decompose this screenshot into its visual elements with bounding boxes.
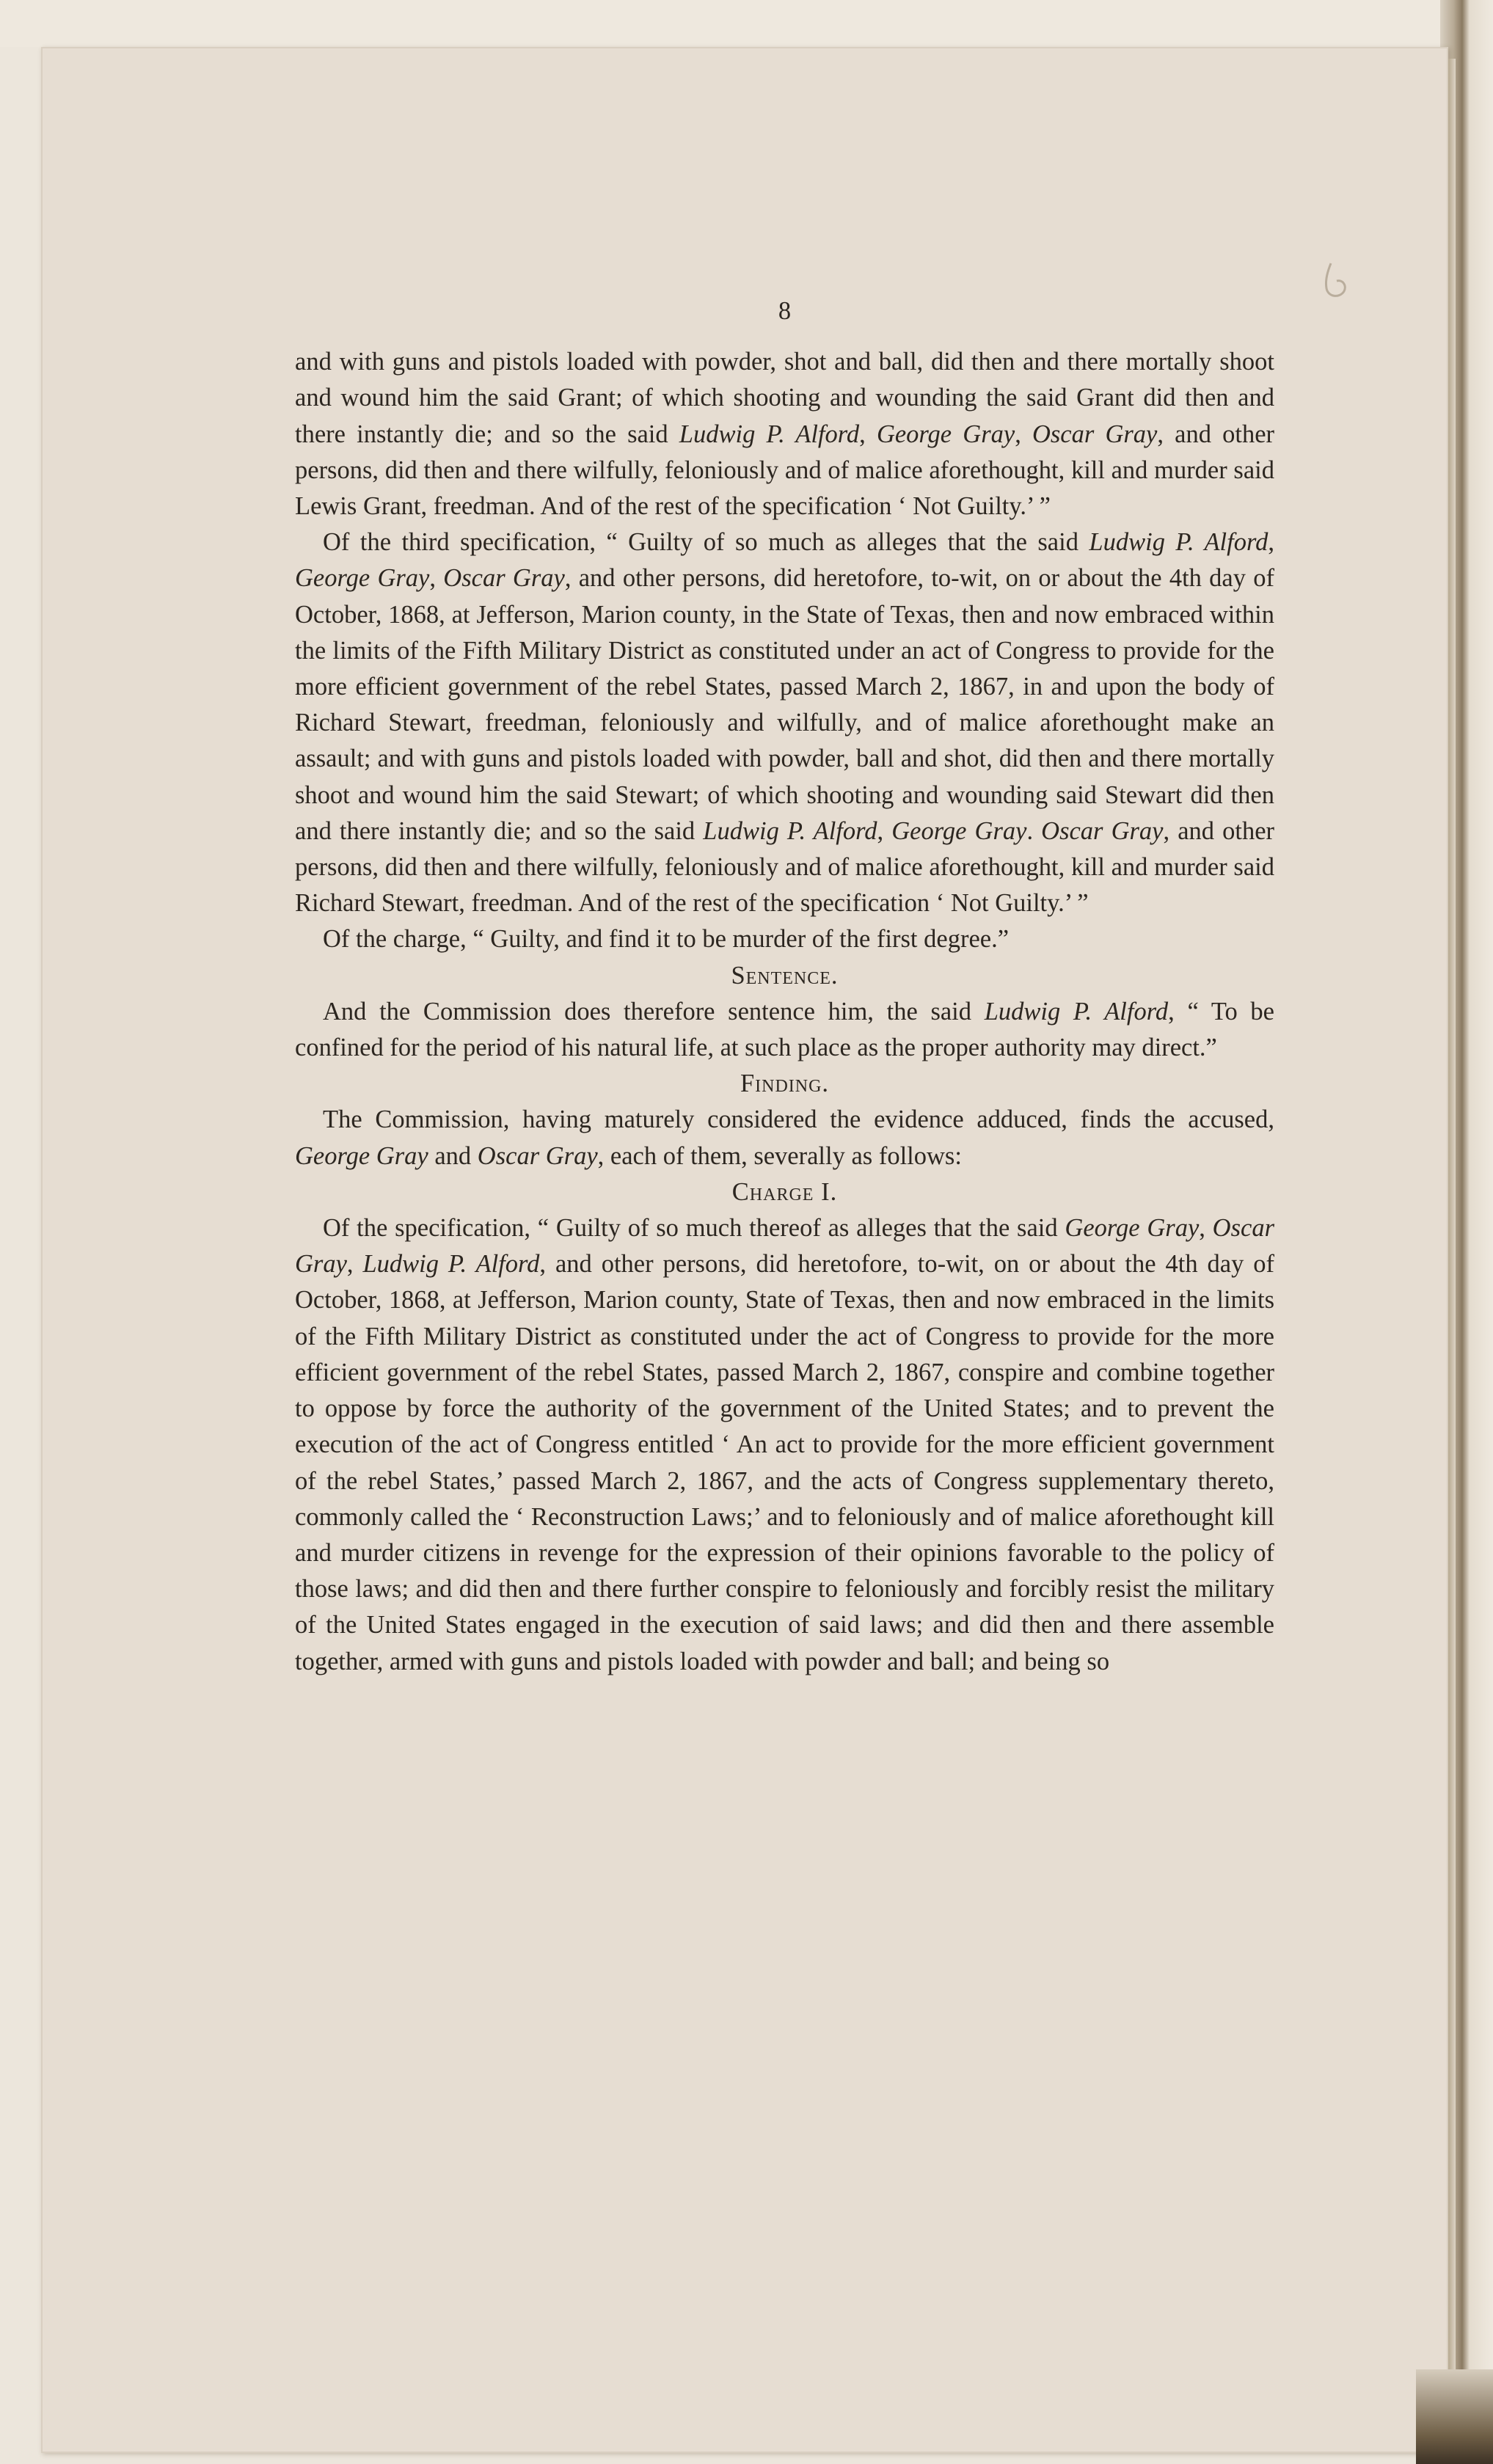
background-top	[0, 0, 1493, 47]
binding-bottom	[1416, 2369, 1493, 2464]
text-run: ,	[429, 564, 444, 593]
section-heading: Finding.	[740, 1070, 830, 1098]
paragraph	[295, 921, 1274, 957]
italic-name: Oscar Gray	[477, 1141, 598, 1170]
page-number: 8	[778, 297, 792, 325]
paragraph	[295, 994, 1274, 1066]
italic-name: Oscar Gray	[1032, 420, 1158, 448]
text-run: , each of them, severally as follows:	[597, 1141, 962, 1170]
italic-name: George Gray	[295, 564, 430, 593]
italic-name: George Gray	[876, 420, 1015, 448]
page-edge-shadow	[1448, 59, 1456, 2450]
paragraph	[295, 1102, 1274, 1174]
text-run: ,	[346, 1250, 363, 1279]
text-run: ,	[1268, 528, 1274, 557]
section-heading: Sentence.	[731, 961, 839, 990]
text-run: The Commission, having maturely considered the evidence adduced, finds the accused,	[323, 1105, 1274, 1134]
italic-name: Oscar Gray	[443, 564, 565, 593]
text-run: , “ To be confined for the period of his natural life, at such place as the proper authority may direct.”	[295, 997, 1274, 1062]
italic-name: Ludwig P. Alford	[362, 1250, 540, 1279]
paragraph	[295, 344, 1274, 524]
text-run: and with guns and pistols loaded with powder, shot and ball, did then and there mortally shoot and wound him the said Grant; of which shooting and wounding the said Grant did then and there instantly die; and so the said	[295, 348, 1274, 448]
body-text	[295, 344, 1274, 1680]
text-run: , and other persons, did then and there wilfully, feloniously and of malice aforethought, kill and murder said Lewis Grant, freedman. And of the rest of the specification ‘ Not Guilty.’ ”	[295, 420, 1274, 521]
italic-name: Oscar Gray	[1041, 816, 1164, 845]
italic-name: George Gray	[1065, 1214, 1200, 1243]
paragraph	[295, 524, 1274, 921]
page-text	[295, 293, 1274, 1680]
text-run: , and other persons, did heretofore, to-wit, on or about the 4th day of October, 1868, at Jefferson, Marion county, in the State of Texas, then and now embraced within the limits of the Fifth Military District as constituted under an act of Congress to provide for the more efficient government of the rebel States, passed March 2, 1867, in and upon the body of Richard Stewart, freedman, feloniously and wilfully, and of malice aforethought make an assault; and with guns and pistols loaded with powder, ball and shot, did then and there mortally shoot and wound him the said Stewart; of which shooting and wounding said Stewart did then and there instantly die; and so the said	[295, 564, 1275, 845]
italic-name: George Gray	[295, 1141, 428, 1170]
italic-name: Ludwig P. Alford	[703, 816, 877, 845]
text-run: , and other persons, did then and there wilfully, feloniously and of malice aforethought, kill and murder said Richard Stewart, freedman. And of the rest of the specification ‘ Not Guilty.’ ”	[295, 816, 1274, 918]
text-run: .	[1026, 816, 1042, 845]
text-run: ,	[1015, 420, 1032, 448]
italic-name: Ludwig P. Alford	[679, 420, 860, 448]
text-run: Of the charge, “ Guilty, and find it to be murder of the first degree.”	[323, 925, 1010, 954]
text-run: Of the specification, “ Guilty of so much thereof as alleges that the said	[323, 1214, 1065, 1243]
italic-name: Oscar Gray	[295, 1214, 1275, 1279]
pencil-mark-icon	[1321, 260, 1350, 301]
italic-name: George Gray	[891, 816, 1027, 845]
text-run: ,	[877, 816, 892, 845]
section-heading: Charge I.	[731, 1177, 838, 1206]
text-run: ,	[859, 420, 877, 448]
text-run: ,	[1199, 1214, 1213, 1243]
italic-name: Ludwig P. Alford	[984, 997, 1169, 1026]
text-run: And the Commission does therefore sentence him, the said	[323, 997, 985, 1026]
text-run: and	[428, 1141, 478, 1170]
text-run: , and other persons, did heretofore, to-wit, on or about the 4th day of October, 1868, at Jefferson, Marion county, State of Texas, then and now embraced in the limits of the Fifth Military District as constituted under the act of Congress to provide for the more efficient government of the rebel States, passed March 2, 1867, conspire and combine together to oppose by force the authority of the government of the United States; and to prevent the execution of the act of Congress entitled ‘ An act to provide for the more efficient government of the rebel States,’ passed March 2, 1867, and the acts of Congress supplementary thereto, commonly called the ‘ Reconstruction Laws;’ and to feloniously and of malice aforethought kill and murder citizens in revenge for the expression of their opinions favorable to the policy of those laws; and did then and there further conspire to feloniously and forcibly resist the military of the United States engaged in the execution of said laws; and did then and there assemble together, armed with guns and pistols loaded with powder and ball; and being so	[295, 1250, 1274, 1675]
paragraph	[295, 1210, 1274, 1680]
text-run: Of the third specification, “ Guilty of so much as alleges that the said	[323, 528, 1089, 557]
italic-name: Ludwig P. Alford	[1089, 528, 1268, 557]
